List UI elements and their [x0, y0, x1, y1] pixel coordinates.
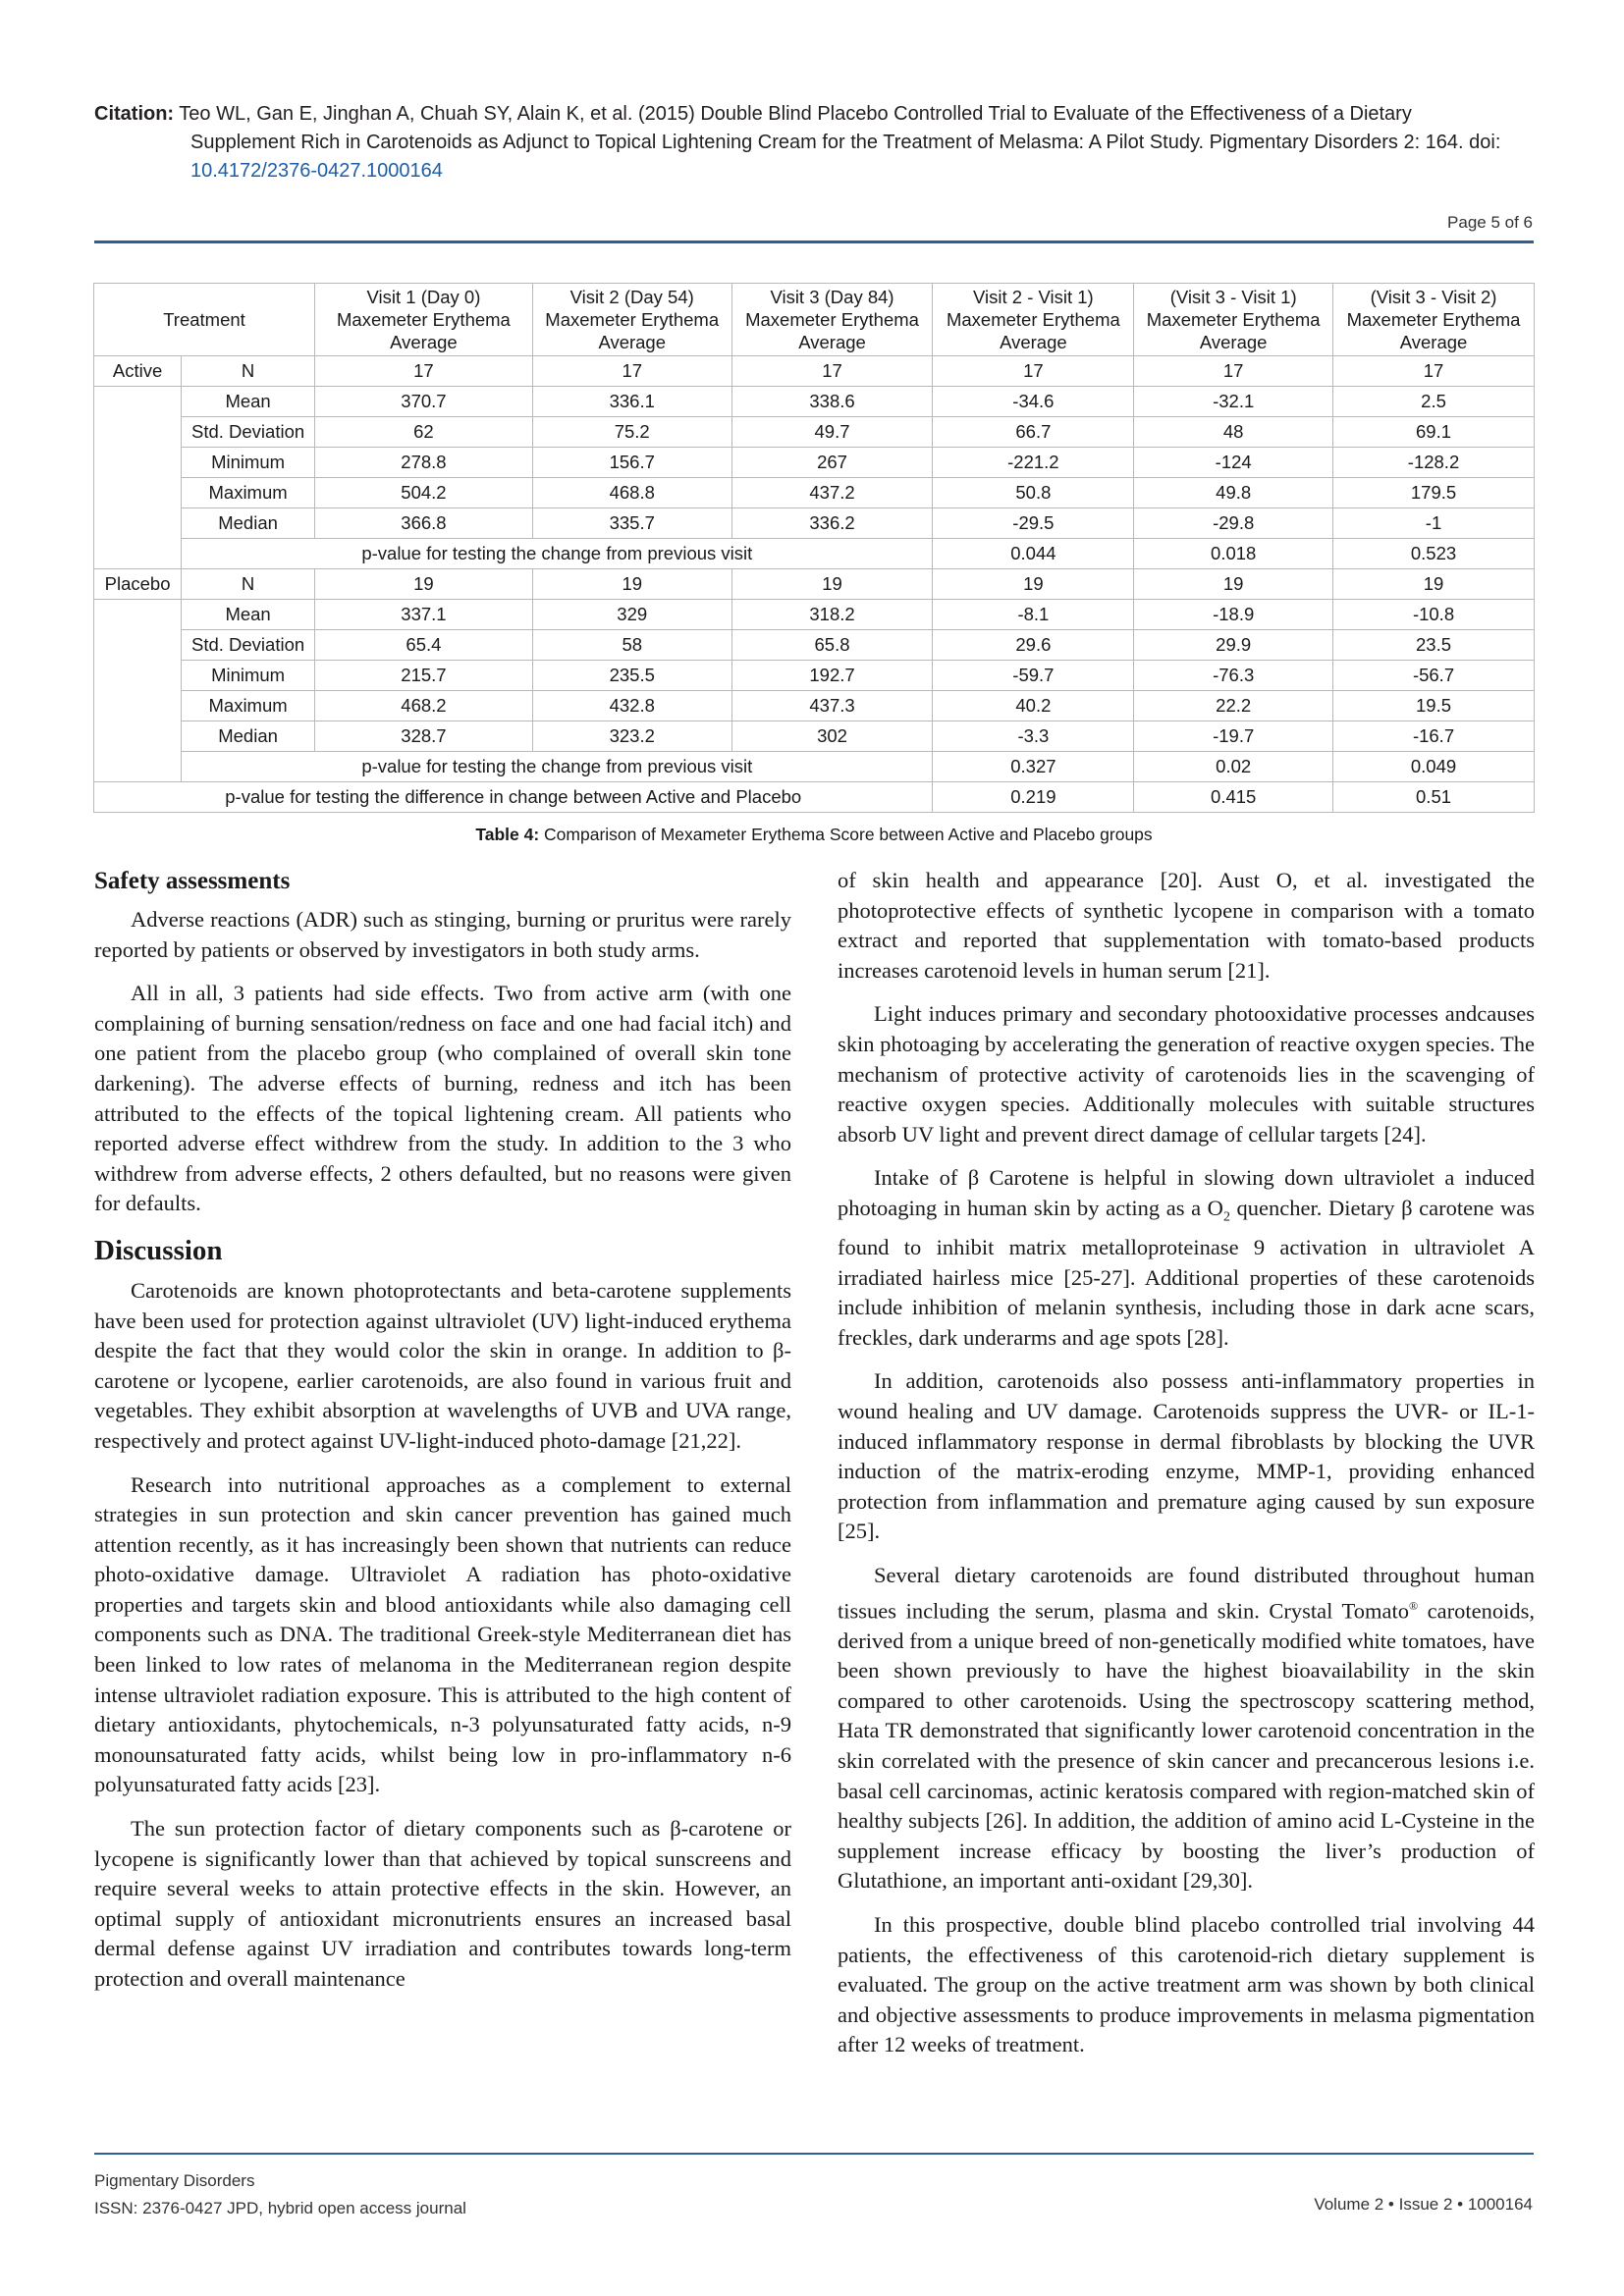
left-column — [94, 866, 791, 2008]
stat-label: Maximum — [182, 691, 315, 721]
table-row — [94, 448, 1535, 478]
table-cell: 17 — [315, 356, 533, 387]
table-cell: -76.3 — [1134, 661, 1333, 691]
citation-doi-link[interactable]: 10.4172/2376-0427.1000164 — [190, 160, 443, 182]
table-cell: 62 — [315, 417, 533, 448]
table-cell: 468.8 — [532, 478, 731, 508]
table-row-pvalue — [94, 752, 1535, 782]
table-cell: 29.9 — [1134, 630, 1333, 661]
table-cell: 328.7 — [315, 721, 533, 752]
paragraph — [838, 1561, 1535, 1896]
paragraph-text: Several dietary carotenoids are found distributed throughout human tissues including the serum, plasma and skin. Crystal Tomato — [838, 1562, 1535, 1624]
table-cell: 58 — [532, 630, 731, 661]
table-caption-label: Table 4: — [475, 825, 540, 844]
stat-label: Median — [182, 508, 315, 539]
table-cell: 235.5 — [532, 661, 731, 691]
table-cell: 65.4 — [315, 630, 533, 661]
table-cell: 0.327 — [933, 752, 1134, 782]
paragraph: The sun protection factor of dietary components such as β-carotene or lycopene is significantly lower than that achieved by topical sunscreens and require several weeks to attain protective effects in the skin. However, an optimal supply of antioxidant micronutrients ensures an increased basal dermal defense against UV irradiation and contributes towards long-term protection and overall maintenance — [94, 1816, 791, 1991]
paragraph — [838, 1163, 1535, 1353]
table-row — [94, 508, 1535, 539]
discussion-heading: Discussion — [94, 1234, 223, 1266]
table-cell: 0.049 — [1333, 752, 1535, 782]
table-row — [94, 417, 1535, 448]
table-row-diff-pvalue — [94, 782, 1535, 813]
table-cell: 69.1 — [1333, 417, 1535, 448]
table-cell: 192.7 — [731, 661, 933, 691]
table-cell: 0.02 — [1134, 752, 1333, 782]
paragraph-text: quencher. Dietary β carotene was found to inhibit matrix metalloproteinase 9 activation in ultraviolet A irradiated hairless mice [25-27]. Additional properties of these carotenoids include inhibition of melanin synthesis, including those in dark acne scars, freckles, dark underarms and age spots [28]. — [838, 1195, 1535, 1350]
table-cell: -29.5 — [933, 508, 1134, 539]
table-cell: 278.8 — [315, 448, 533, 478]
table-cell: -128.2 — [1333, 448, 1535, 478]
table-cell: 432.8 — [532, 691, 731, 721]
table-cell: 0.044 — [933, 539, 1134, 569]
pvalue-label: p-value for testing the change from previous visit — [182, 539, 933, 569]
table-cell: 179.5 — [1333, 478, 1535, 508]
table-cell: -3.3 — [933, 721, 1134, 752]
table-cell: 48 — [1134, 417, 1333, 448]
table-cell: 329 — [532, 600, 731, 630]
paragraph: Research into nutritional approaches as a complement to external strategies in sun protection and skin cancer prevention has gained much attention recently, as it has increasingly been shown that nutrients can reduce photo-oxidative damage. Ultraviolet A radiation has photo-oxidative properties and targets skin and blood antioxidants while also damaging cell components such as DNA. The traditional Greek-style Mediterranean diet has been linked to low rates of melanoma in the Mediterranean region despite intense ultraviolet radiation exposure. This is attributed to the high content of dietary antioxidants, phytochemicals, n-3 polyunsaturated fatty acids, n-9 monounsaturated fatty acids, whilst being low in pro-inflammatory n-6 polyunsaturated fatty acids [23]. — [94, 1471, 791, 1797]
table-cell: -16.7 — [1333, 721, 1535, 752]
table-row — [94, 721, 1535, 752]
header-rule — [94, 240, 1534, 243]
table-cell: -34.6 — [933, 387, 1134, 417]
group-spacer — [94, 600, 182, 782]
footer-journal-info — [94, 2167, 466, 2222]
table-cell: -221.2 — [933, 448, 1134, 478]
table-cell: -59.7 — [933, 661, 1134, 691]
table-cell: -32.1 — [1134, 387, 1333, 417]
paragraph: Adverse reactions (ADR) such as stinging, burning or pruritus were rarely reported by patients or observed by investigators in both study arms. — [94, 907, 791, 962]
page-number: Page 5 of 6 — [1447, 213, 1533, 232]
table-row — [94, 387, 1535, 417]
stat-label: N — [182, 569, 315, 600]
table-cell: 0.523 — [1333, 539, 1535, 569]
paragraph-text: carotenoids, derived from a unique breed of non-genetically modified white tomatoes, have been shown previously to have the highest bioavailability in the skin compared to other carotenoids. Using the spectroscopy scattering method, Hata TR demonstrated that significantly lower carotenoid concentration in the skin correlated with the presence of skin cancer and precancerous lesions i.e. basal cell carcinomas, actinic keratosis compared with region-matched skin of healthy subjects [26]. In addition, the addition of amino acid L-Cysteine in the supplement increase efficacy by boosting the liver’s production of Glutathione, an important anti-oxidant [29,30]. — [838, 1598, 1535, 1894]
paragraph: of skin health and appearance [20]. Aust O, et al. investigated the photoprotective effects of synthetic lycopene in comparison with a tomato extract and reported that supplementation with tomato-based products increases carotenoid levels in human serum [21]. — [838, 868, 1535, 983]
table-cell: 65.8 — [731, 630, 933, 661]
paragraph: Light induces primary and secondary photooxidative processes andcauses skin photoaging by accelerating the generation of reactive oxygen species. The mechanism of protective activity of carotenoids lies in the scavenging of reactive oxygen species. Additionally molecules with suitable structures absorb UV light and prevent direct damage of cellular targets [24]. — [838, 1001, 1535, 1147]
table-row — [94, 478, 1535, 508]
table-cell: 50.8 — [933, 478, 1134, 508]
table-row-pvalue — [94, 539, 1535, 569]
table-cell: -19.7 — [1134, 721, 1333, 752]
table-cell: 17 — [933, 356, 1134, 387]
table-cell: 19 — [731, 569, 933, 600]
table-cell: 19.5 — [1333, 691, 1535, 721]
header-visit3-minus-visit1: (Visit 3 - Visit 1) Maxemeter Erythema Average — [1134, 284, 1333, 356]
paragraph: In this prospective, double blind placebo controlled trial involving 44 patients, the effectiveness of this carotenoid-rich dietary supplement is evaluated. The group on the active treatment arm was shown by both clinical and objective assessments to produce improvements in melasma pigmentation after 12 weeks of treatment. — [838, 1912, 1535, 2057]
table-cell: 19 — [315, 569, 533, 600]
table-cell: 437.2 — [731, 478, 933, 508]
pvalue-label: p-value for testing the change from previous visit — [182, 752, 933, 782]
subscript: 2 — [1222, 1209, 1230, 1225]
stat-label: Mean — [182, 600, 315, 630]
stat-label: N — [182, 356, 315, 387]
table-cell: 323.2 — [532, 721, 731, 752]
table-row — [94, 661, 1535, 691]
stat-label: Mean — [182, 387, 315, 417]
header-visit3-minus-visit2: (Visit 3 - Visit 2) Maxemeter Erythema Average — [1333, 284, 1535, 356]
table-caption — [93, 825, 1535, 845]
paragraph-text: Intake of β Carotene is helpful in slowing down ultraviolet a induced photoaging in human skin by acting as a O — [838, 1165, 1535, 1220]
paragraph: In addition, carotenoids also possess anti-inflammatory properties in wound healing and UV damage. Carotenoids suppress the UVR- or IL-1-induced inflammatory response in dermal fibroblasts by blocking the UVR induction of the matrix-eroding enzyme, MMP-1, providing enhanced protection from inflammation and premature aging caused by sun exposure [25]. — [838, 1368, 1535, 1544]
header-visit1: Visit 1 (Day 0) Maxemeter Erythema Average — [315, 284, 533, 356]
safety-heading: Safety assessments — [94, 868, 291, 894]
table-cell: 267 — [731, 448, 933, 478]
table-cell: -124 — [1134, 448, 1333, 478]
table-row — [94, 569, 1535, 600]
table-cell: 302 — [731, 721, 933, 752]
table-cell: 437.3 — [731, 691, 933, 721]
table-row — [94, 630, 1535, 661]
paragraph: Carotenoids are known photoprotectants and beta-carotene supplements have been used for protection against ultraviolet (UV) light-induced erythema despite the fact that they would color the skin in orange. In addition to β-carotene or lycopene, earlier carotenoids, are also found in various fruit and vegetables. They exhibit absorption at wavelengths of UVB and UVA range, respectively and protect against UV-light-induced photo-damage [21,22]. — [94, 1277, 791, 1453]
table-row — [94, 356, 1535, 387]
table-cell: 19 — [532, 569, 731, 600]
table-cell: 370.7 — [315, 387, 533, 417]
header-visit3: Visit 3 (Day 84) Maxemeter Erythema Average — [731, 284, 933, 356]
table-cell: 215.7 — [315, 661, 533, 691]
table-cell: 29.6 — [933, 630, 1134, 661]
table-cell: 0.415 — [1134, 782, 1333, 813]
table-cell: 338.6 — [731, 387, 933, 417]
table-row — [94, 600, 1535, 630]
table-cell: 336.1 — [532, 387, 731, 417]
header-visit2-minus-visit1: Visit 2 - Visit 1) Maxemeter Erythema Average — [933, 284, 1134, 356]
table-cell: 17 — [1333, 356, 1535, 387]
table-cell: 22.2 — [1134, 691, 1333, 721]
table-cell: 19 — [1134, 569, 1333, 600]
diff-pvalue-label: p-value for testing the difference in change between Active and Placebo — [94, 782, 933, 813]
right-column — [838, 866, 1535, 2074]
table-cell: -18.9 — [1134, 600, 1333, 630]
table-cell: 23.5 — [1333, 630, 1535, 661]
group-spacer — [94, 387, 182, 569]
group-label-active: Active — [94, 356, 182, 387]
table-cell: 49.8 — [1134, 478, 1333, 508]
table-cell: 66.7 — [933, 417, 1134, 448]
table-cell: 366.8 — [315, 508, 533, 539]
citation-line-2: Supplement Rich in Carotenoids as Adjunct to Topical Lightening Cream for the Treatment of Melasma: A Pilot Study. Pigmentary Disorders 2: 164. doi: — [190, 132, 1501, 153]
table-cell: 0.51 — [1333, 782, 1535, 813]
stat-label: Std. Deviation — [182, 417, 315, 448]
stat-label: Minimum — [182, 661, 315, 691]
erythema-table — [93, 283, 1535, 813]
table-cell: -56.7 — [1333, 661, 1535, 691]
table-cell: 0.219 — [933, 782, 1134, 813]
header-treatment: Treatment — [94, 284, 315, 356]
table-cell: 17 — [532, 356, 731, 387]
table-cell: 17 — [731, 356, 933, 387]
footer-issn: ISSN: 2376-0427 JPD, hybrid open access journal — [94, 2199, 466, 2217]
table-cell: 337.1 — [315, 600, 533, 630]
stat-label: Minimum — [182, 448, 315, 478]
stat-label: Median — [182, 721, 315, 752]
stat-label: Std. Deviation — [182, 630, 315, 661]
table-cell: 336.2 — [731, 508, 933, 539]
table-cell: 156.7 — [532, 448, 731, 478]
table-cell: -10.8 — [1333, 600, 1535, 630]
paragraph: All in all, 3 patients had side effects. Two from active arm (with one complaining of burning sensation/redness on face and one had facial itch) and one patient from the placebo group (who complained of overall skin tone darkening). The adverse effects of burning, redness and itch has been attributed to the effects of the topical lightening cream. All patients who reported adverse effect withdrew from the study. In addition to the 3 who withdrew from adverse effects, 2 others defaulted, but no reasons were given for defaults. — [94, 981, 791, 1216]
table-cell: 0.018 — [1134, 539, 1333, 569]
table-cell: 17 — [1134, 356, 1333, 387]
stat-label: Maximum — [182, 478, 315, 508]
group-label-placebo: Placebo — [94, 569, 182, 600]
table-header-row — [94, 284, 1535, 356]
citation-line-1: Teo WL, Gan E, Jinghan A, Chuah SY, Alain K, et al. (2015) Double Blind Placebo Controlled Trial to Evaluate of the Effectiveness of a Dietary — [179, 103, 1412, 125]
table-4 — [93, 283, 1535, 813]
table-row — [94, 691, 1535, 721]
table-cell: -29.8 — [1134, 508, 1333, 539]
footer-rule — [94, 2153, 1534, 2155]
citation-label: Citation: — [94, 103, 175, 125]
table-cell: 318.2 — [731, 600, 933, 630]
table-cell: 19 — [1333, 569, 1535, 600]
registered-mark: ® — [1408, 1598, 1419, 1613]
table-cell: -1 — [1333, 508, 1535, 539]
table-cell: 49.7 — [731, 417, 933, 448]
table-cell: 40.2 — [933, 691, 1134, 721]
table-caption-text: Comparison of Mexameter Erythema Score between Active and Placebo groups — [539, 825, 1153, 844]
table-cell: 2.5 — [1333, 387, 1535, 417]
footer-journal-name: Pigmentary Disorders — [94, 2171, 255, 2190]
table-cell: 468.2 — [315, 691, 533, 721]
footer-volume: Volume 2 • Issue 2 • 1000164 — [1314, 2195, 1533, 2214]
table-cell: -8.1 — [933, 600, 1134, 630]
table-cell: 504.2 — [315, 478, 533, 508]
table-cell: 75.2 — [532, 417, 731, 448]
table-cell: 335.7 — [532, 508, 731, 539]
citation — [94, 100, 1538, 186]
table-cell: 19 — [933, 569, 1134, 600]
header-visit2: Visit 2 (Day 54) Maxemeter Erythema Average — [532, 284, 731, 356]
